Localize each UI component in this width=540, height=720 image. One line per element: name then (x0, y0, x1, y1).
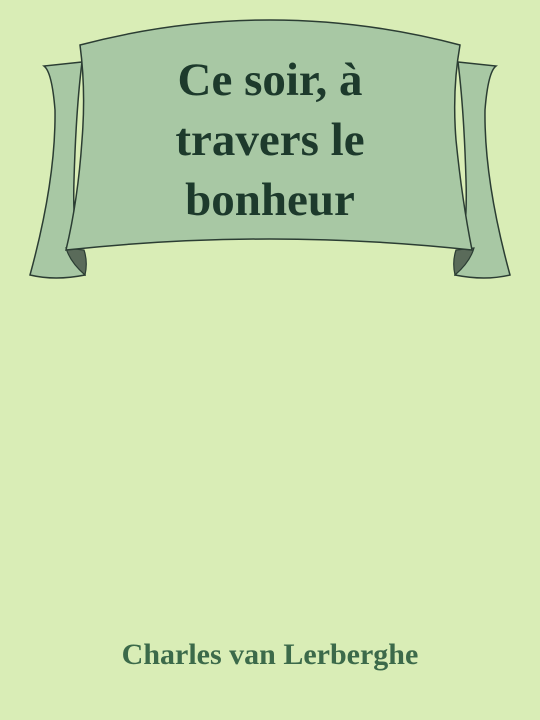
book-title (90, 50, 450, 230)
title-line: travers le (175, 114, 365, 166)
title-line: bonheur (185, 174, 355, 226)
title-line: Ce soir, à (177, 54, 363, 106)
book-author: Charles van Lerberghe (121, 638, 419, 671)
